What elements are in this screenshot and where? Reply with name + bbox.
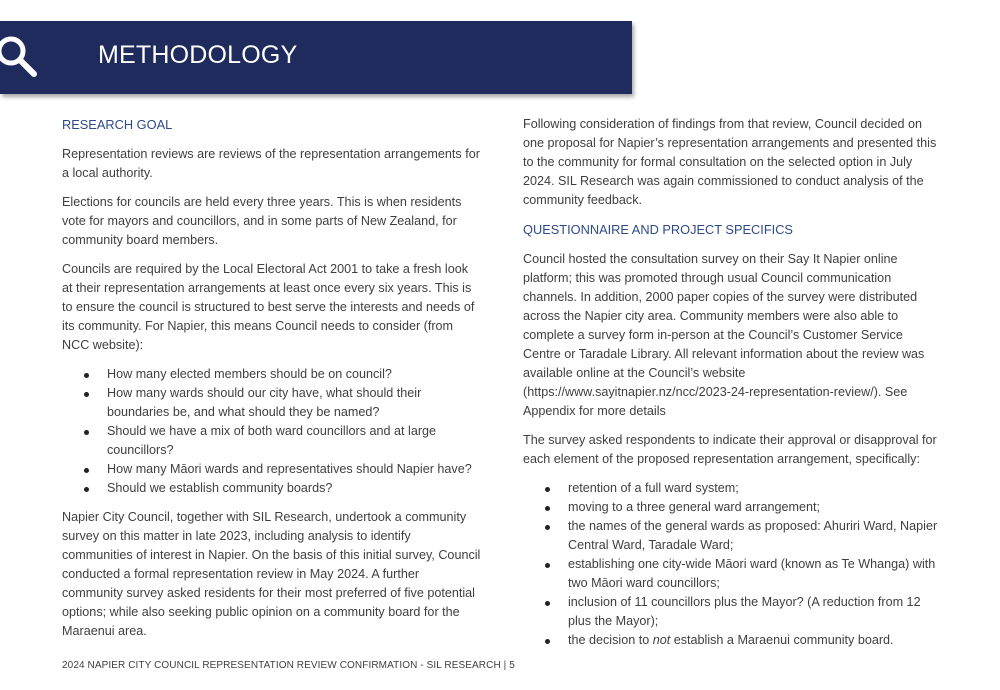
questions-list — [62, 365, 482, 498]
paragraph: Representation reviews are reviews of the representation arrangements for a local authority. — [62, 147, 480, 180]
search-icon — [0, 34, 40, 80]
paragraph: Following consideration of findings from that review, Council decided on one proposal for Napier’s representation arrangements and presented this to the community for formal consultation on the selected option in July 2024. SIL Research was again commissioned to conduct analysis of the community feedback. — [523, 117, 937, 207]
list-item: establishing one city-wide Māori ward (known as Te Whanga) with two Māori ward councillors; — [523, 555, 943, 593]
list-item: the names of the general wards as proposed: Ahuriri Ward, Napier Central Ward, Taradale Ward; — [523, 517, 943, 555]
right-column — [523, 115, 943, 660]
list-item: Should we have a mix of both ward councillors and at large councillors? — [62, 422, 482, 460]
page-title: METHODOLOGY — [98, 41, 298, 69]
list-item: How many Māori wards and representatives should Napier have? — [62, 460, 482, 479]
list-item: moving to a three general ward arrangement; — [523, 498, 943, 517]
list-item: retention of a full ward system; — [523, 479, 943, 498]
left-column — [62, 115, 482, 651]
list-item-text: the decision to — [568, 633, 653, 647]
paragraph: Council hosted the consultation survey on their Say It Napier online platform; this was promoted through usual Council communication channels. In addition, 2000 paper copies of the survey were distributed across the Napier city area. Community members were also able to complete a survey form in-person at the Council’s Customer Service Centre or Taradale Library. All relevant information about the review was available online at the Council’s website (https://www.sayitnapier.nz/ncc/2023-24-representation-review/). See Appendix for more details — [523, 252, 925, 418]
paragraph: Councils are required by the Local Electoral Act 2001 to take a fresh look at their representation arrangements at least once every six years. This is to ensure the council is structured to best serve the interests and needs of its community. For Napier, this means Council needs to consider (from NCC website): — [62, 262, 475, 352]
list-item-text: establish a Maraenui community board. — [670, 633, 894, 647]
paragraph: The survey asked respondents to indicate their approval or disapproval for each element of the proposed representation arrangement, specifically: — [523, 433, 937, 466]
list-item: Should we establish community boards? — [62, 479, 482, 498]
questionnaire-heading: QUESTIONNAIRE AND PROJECT SPECIFICS — [523, 222, 793, 237]
section-banner — [0, 21, 632, 94]
page-footer: 2024 NAPIER CITY COUNCIL REPRESENTATION REVIEW CONFIRMATION - SIL RESEARCH | 5 — [62, 660, 515, 671]
list-item — [523, 631, 943, 650]
paragraph: Elections for councils are held every three years. This is when residents vote for mayors and councillors, and in some parts of New Zealand, for community board members. — [62, 195, 462, 247]
paragraph: Napier City Council, together with SIL Research, undertook a community survey on this matter in late 2023, including analysis to identify communities of interest in Napier. On the basis of this initial survey, Council conducted a formal representation review in May 2024. A further community survey asked residents for their most preferred of five potential options; while also seeking public opinion on a community board for the Maraenui area. — [62, 510, 481, 638]
list-item: inclusion of 11 councillors plus the Mayor? (A reduction from 12 plus the Mayor); — [523, 593, 943, 631]
survey-elements-list — [523, 479, 943, 650]
list-item: How many elected members should be on council? — [62, 365, 482, 384]
research-goal-heading: RESEARCH GOAL — [62, 117, 173, 132]
emphasis-text: not — [652, 633, 671, 647]
list-item: How many wards should our city have, what should their boundaries be, and what should they be named? — [62, 384, 482, 422]
